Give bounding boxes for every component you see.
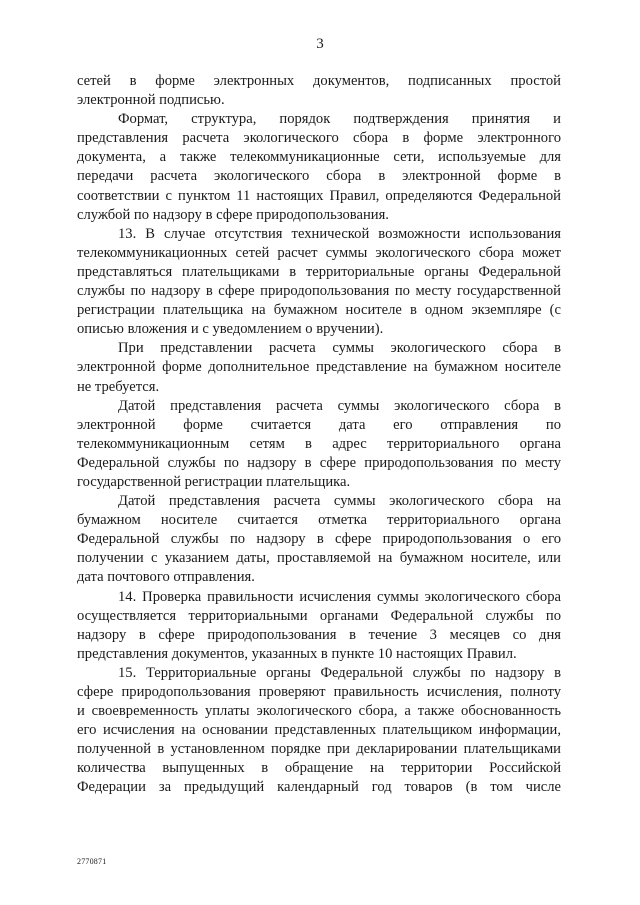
text-line: надзору в сфере природопользования в течение 3 месяцев со дня [77,626,561,643]
text-line: регистрации плательщика на бумажном носителе в одном экземпляре (с [77,302,561,319]
text-line: Федеральной службы по надзору в сфере природопользования по месту [77,454,561,471]
text-line: Федерации за предыдущий календарный год товаров (в том числе [77,779,561,796]
text-line: службой по надзору в сфере природопользования. [77,206,389,223]
text-line: количества выпущенных в обращение на территории Российской [77,760,561,777]
text-line: Формат, структура, порядок подтверждения принятия и [118,111,561,128]
text-line: передачи расчета экологического сбора в электронной форме в [77,168,561,185]
text-line: осуществляется территориальными органами Федеральной службы по [77,607,561,624]
text-line: его исчисления на основании представленных плательщиком информации, [77,722,561,739]
text-line: электронной форме считается дата его отправления по [77,416,561,433]
text-line: При представлении расчета суммы экологического сбора в [118,340,561,357]
text-line: представления документов, указанных в пункте 10 настоящих Правил. [77,645,517,662]
text-line: электронной форме дополнительное представление на бумажном носителе [77,359,561,376]
text-line: службы по надзору в сфере природопользования по месту государственной [77,283,561,300]
document-footer-code: 2770871 [77,857,107,866]
text-line: сетей в форме электронных документов, подписанных простой [77,73,561,89]
text-line: полученной в установленном порядке при декларировании плательщиками [77,741,561,758]
text-line: Датой представления расчета суммы экологического сбора на [118,493,561,510]
page-number: 3 [316,36,324,52]
text-line: бумажном носителе считается отметка территориального органа [77,512,561,529]
text-line: Датой представления расчета суммы экологического сбора в [118,397,561,414]
text-line: 14. Проверка правильности исчисления суммы экологического сбора [118,588,561,605]
text-line: дата почтового отправления. [77,569,255,586]
text-line: описью вложения и с уведомлением о вручении). [77,321,384,338]
text-line: государственной регистрации плательщика. [77,473,351,490]
text-line: представляться плательщиками в территориальные органы Федеральной [77,263,561,280]
text-line: соответствии с пунктом 11 настоящих Правил, определяются Федеральной [77,187,561,204]
text-line: сфере природопользования проверяют правильность исчисления, полноту [77,684,561,700]
text-line: 15. Территориальные органы Федеральной службы по надзору в [118,664,561,681]
text-line: представления расчета экологического сбора в форме электронного [77,130,561,147]
text-line: телекоммуникационных сетей расчет суммы экологического сбора может [77,244,561,261]
text-line: не требуется. [77,378,160,395]
text-line: телекоммуникационным сетям в адрес территориального органа [77,435,561,452]
text-line: 13. В случае отсутствия технической возможности использования [118,225,561,242]
text-line: получении с указанием даты, проставляемой на бумажном носителе, или [77,550,561,567]
document-body [77,72,561,798]
text-line: Федеральной службы по надзору в сфере природопользования о его [77,531,561,548]
text-line: документа, а также телекоммуникационные сети, используемые для [77,149,561,166]
text-line: электронной подписью. [77,92,225,109]
text-line: и своевременность уплаты экологического сбора, а также обоснованность [77,703,561,720]
